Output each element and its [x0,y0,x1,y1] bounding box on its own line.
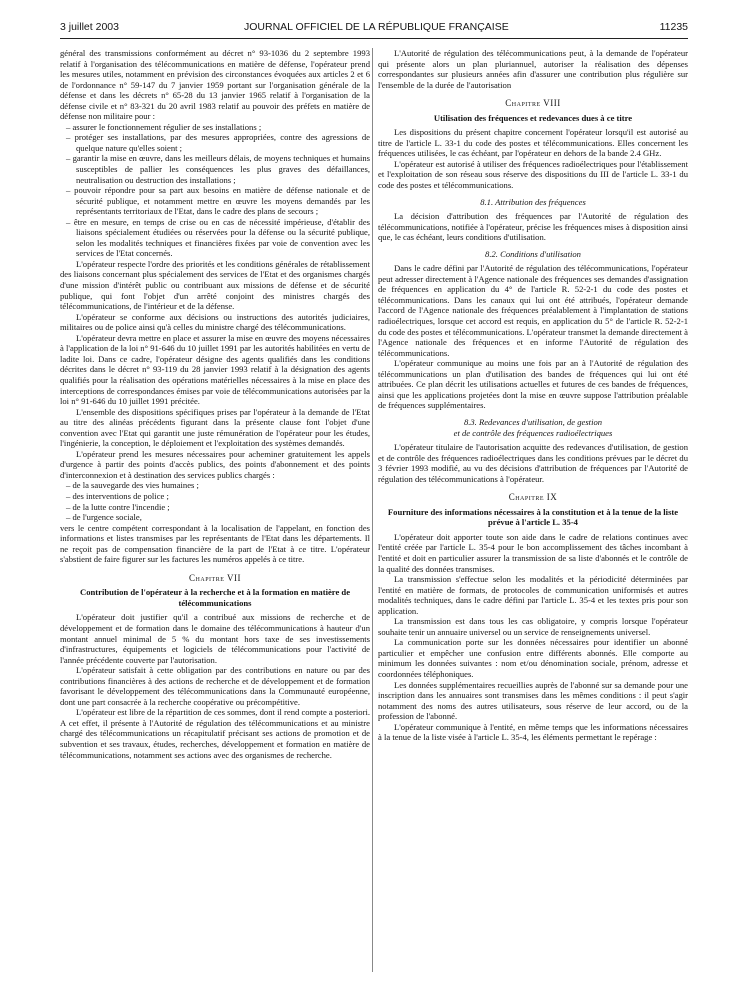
paragraph: L'opérateur communique au moins une fois par an à l'Autorité de régulation des télécommunications un plan d'utilisation des bandes de fréquences qui lui ont été attribuées. Ce plan décrit les utilisations actuelles et futures de ces bandes de fréquences, ainsi que les applications projetées dont la mise en œuvre suppose l'attribution préalable de fréquences supplémentaires. [378,358,688,411]
paragraph: général des transmissions conformément au décret n° 93-1036 du 2 septembre 1993 relatif à l'organisation des télécommunications en matière de défense, l'opérateur prend les mesures utiles, notamment en prévision des circonstances évoquées aux articles 2 et 6 de l'ordonnance n° 59-147 du 7 janvier 1959 portant sur l'organisation générale de la défense et dans les décrets n° 65-28 du 13 janvier 1965 relatif à l'organisation de la défense civile et n° 83-321 du 20 avril 1983 relatif au pouvoir des préfets en matière de défense non militaire pour : [60,48,370,122]
chapter-heading: Chapitre VIII [505,98,561,109]
list-item: – garantir la mise en œuvre, dans les meilleurs délais, de moyens techniques et humains susceptibles de pallier les conséquences les plus graves des défaillances, neutralisation ou destruction des installations ; [66,153,370,185]
list-item: – pouvoir répondre pour sa part aux besoins en matière de défense nationale et de sécurité publique, et notamment mettre en œuvre les moyens demandés par les représentants territoriaux de l'Etat, dans le cadre des plans de secours ; [66,185,370,217]
chapter-heading: Chapitre IX [508,492,558,503]
section-heading: 8.1. Attribution des fréquences [480,196,586,207]
paragraph: L'opérateur titulaire de l'autorisation acquitte des redevances d'utilisation, de gestion et de contrôle des fréquences radioélectriques dans les conditions prévues par le décret du 3 février 1993 modifié, au vu des décisions d'attribution de fréquences par l'Autorité de régulation des télécommunications à l'opérateur. [378,442,688,484]
paragraph: L'opérateur communique à l'entité, en même temps que les informations nécessaires à la tenue de la liste visée à l'article L. 35-4, les éléments permettant le repérage : [378,721,688,743]
paragraph: La décision d'attribution des fréquences par l'Autorité de régulation des télécommunications, notifiée à l'opérateur, précise les fréquences mises à disposition ainsi que, le cas échéant, leurs conditions d'utilisation. [378,211,688,243]
list-item: – assurer le fonctionnement régulier de ses installations ; [66,121,262,132]
paragraph: vers le centre compétent correspondant à la localisation de l'appelant, en fonction des informations et listes transmises par les représentants de l'Etat dans les départements. Il ne reçoit pas de compensation financière de la part de l'Etat à ce titre. L'opérateur s'abstient de faire figurer sur les factures les numéros appelés à ce titre. [60,522,370,565]
paragraph: La transmission est dans tous les cas obligatoire, y compris lorsque l'opérateur souhaite tenir un annuaire universel ou un service de renseignements universel. [378,616,688,637]
list-item: – de la sauvegarde des vies humaines ; [66,480,199,491]
section-heading: et de contrôle des fréquences radioélectriques [453,427,613,438]
paragraph: L'opérateur prend les mesures nécessaires pour acheminer gratuitement les appels d'urgence à partir des points d'accès publics, des points d'abonnement et des points d'interconnexion et à destination des services publics chargés : [60,448,370,480]
paragraph: L'opérateur se conforme aux décisions ou instructions des autorités judiciaires, militaires ou de police ainsi qu'à celles du ministre chargé des télécommunications. [60,311,370,333]
column-divider [372,48,373,972]
list-item: – protéger ses installations, par des mesures appropriées, contre des agressions de quelque nature qu'elles soient ; [66,132,370,153]
paragraph: L'opérateur doit apporter toute son aide dans le cadre de relations continues avec l'entité créée par l'article L. 35-4 pour le bon accomplissement des tâches incombant à l'entité et doit en particulier assurer la transmission de sa liste d'abonnés et le contrôle de la qualité des données transmises. [378,531,688,574]
paragraph: Les dispositions du présent chapitre concernent l'opérateur lorsqu'il est autorisé au titre de l'article L. 33-1 du code des postes et télécommunications. Elles concernent les fréquences utilisées, le cas échéant, par l'opérateur en dehors de la bande 2.4 GHz. [378,127,688,159]
right-column [378,48,688,972]
list-item: – de l'urgence sociale, [66,512,142,523]
paragraph: L'opérateur satisfait à cette obligation par des contributions en nature ou par des contributions financières à des actions de recherche et de développement et de formation favorisant le développement des télécommunications dans la Communauté européenne, dont une part consacrée à la recherche coopérative ou précompétitive. [60,665,370,707]
section-heading: 8.3. Redevances d'utilisation, de gestion [463,416,603,427]
paragraph: L'opérateur devra mettre en place et assurer la mise en œuvre des moyens nécessaires à l'application de la loi n° 91-646 du 10 juillet 1991 par les autorités habilitées en vertu de ladite loi. Dans ce cadre, l'opérateur désigne des agents qualifiés dans les conditions décrites dans le décret n° 93-119 du 28 janvier 1993 relatif à la désignation des agents qualifiés pour la réalisation des opérations matérielles nécessaires à la mise en place des interceptions de correspondances émises par voie de télécommunications autorisées par la loi n° 91-646 du 10 juillet 1991 précitée. [60,332,370,407]
paragraph: La communication porte sur les données nécessaires pour identifier un abonné particulier et empêcher une confusion entre différents abonnés. Elle comporte au minimum les données suivantes : nom et/ou dénomination sociale, prénom, adresse et coordonnées téléphoniques. [378,637,688,679]
list-item: – être en mesure, en temps de crise ou en cas de nécessité impérieuse, d'établir des liaisons spécialement étudiées ou réservées pour la défense ou la sécurité publique, selon les modalités techniques et financières fixées par voie de convention avec les services de l'Etat concernés. [66,216,370,259]
section-heading: 8.2. Conditions d'utilisation [485,248,581,259]
header-date: 3 juillet 2003 [60,21,119,33]
chapter-title: Contribution de l'opérateur à la recherche et à la formation en matière de télécommunications [79,587,351,608]
paragraph: L'opérateur doit justifier qu'il a contribué aux missions de recherche et de développement et de formation dans le domaine des télécommunications à hauteur d'un montant annuel minimal de 5 % du montant hors taxe de ses investissements d'infrastructures, équipements et logiciels de télécommunications pour l'activité de l'année précédente couverte par l'autorisation. [60,612,370,665]
list-item: – des interventions de police ; [66,490,169,501]
header-title: JOURNAL OFFICIEL DE LA RÉPUBLIQUE FRANÇAISE [244,21,509,33]
paragraph: Les données supplémentaires recueillies auprès de l'abonné sur sa demande pour une inscription dans les annuaires sont transmises dans les mêmes conditions : il peut s'agir notamment des noms des autres utilisateurs, sous réserve de leur accord, ou de la profession de l'abonné. [378,679,688,722]
paragraph: L'opérateur est libre de la répartition de ces sommes, dont il rend compte a posteriori. A cet effet, il présente à l'Autorité de régulation des télécommunications et au ministre chargé des télécommunications un récapitulatif précisant ses actions de promotion et de subvention et ses travaux, études, recherches, développement et formation en matière de télécommunications, notamment ses actions avec des organismes de recherche. [60,707,370,760]
header-rule [60,38,688,39]
paragraph: Dans le cadre défini par l'Autorité de régulation des télécommunications, l'opérateur peut adresser directement à l'Agence nationale des fréquences ses demandes d'assignation de fréquences en application du 4° de l'article R. 52-2-1 du code des postes et télécommunications. Dans les canaux qui lui ont été attribués, l'opérateur demande l'accord de l'Agence nationale des fréquences préalablement à l'implantation de stations radioélectriques, lorsque cet accord est requis, en application du 5° de l'article R. 52-2-1 du code des postes et télécommunications. L'opérateur transmet la demande directement à l'Agence nationale des fréquences et en informe l'Autorité de régulation des télécommunications. [378,263,688,358]
paragraph: L'ensemble des dispositions spécifiques prises par l'opérateur à la demande de l'Etat au titre des alinéas précédents figurant dans la présente clause font l'objet d'une convention avec l'Etat qui garantit une juste rémunération de l'opérateur pour les études, l'ingénierie, la conception, le déploiement et l'exploitation des systèmes demandés. [60,406,370,449]
left-column [60,48,370,972]
chapter-title: Utilisation des fréquences et redevances dues à ce titre [433,112,633,123]
paragraph: L'Autorité de régulation des télécommunications peut, à la demande de l'opérateur qui présente alors un plan pluriannuel, autoriser la réalisation des dépenses correspondantes sur plusieurs années afin d'assurer une contribution plus régulière sur l'ensemble de la durée de l'autorisation [378,48,688,90]
chapter-title: Fourniture des informations nécessaires à la constitution et à la tenue de la liste prévue à l'article L. 35-4 [387,506,679,528]
page-header [60,21,688,37]
header-page-number: 11235 [659,21,688,33]
paragraph: L'opérateur est autorisé à utiliser des fréquences radioélectriques pour l'établissement et l'exploitation de son réseau sous réserve des dispositions du III de l'article L. 33-1 du code des postes et télécommunications. [378,158,688,191]
chapter-heading: Chapitre VII [189,572,241,583]
list-item: – de la lutte contre l'incendie ; [66,501,170,512]
paragraph: La transmission s'effectue selon les modalités et la périodicité déterminées par l'entité en matière de formats, de protocoles de communication uniformisés et autres modalités techniques, dans le cadre défini par l'article L. 35-4 et les textes pris pour son application. [378,574,688,616]
paragraph: L'opérateur respecte l'ordre des priorités et les conditions générales de rétablissement des liaisons concernant plus spécialement des services de l'Etat et des organismes chargés d'une mission d'intérêt public ou contribuant aux missions de défense et de sécurité publique, qui font l'objet d'un arrêté conjoint des ministres chargés des télécommunications, de l'intérieur et de la défense. [60,258,370,312]
